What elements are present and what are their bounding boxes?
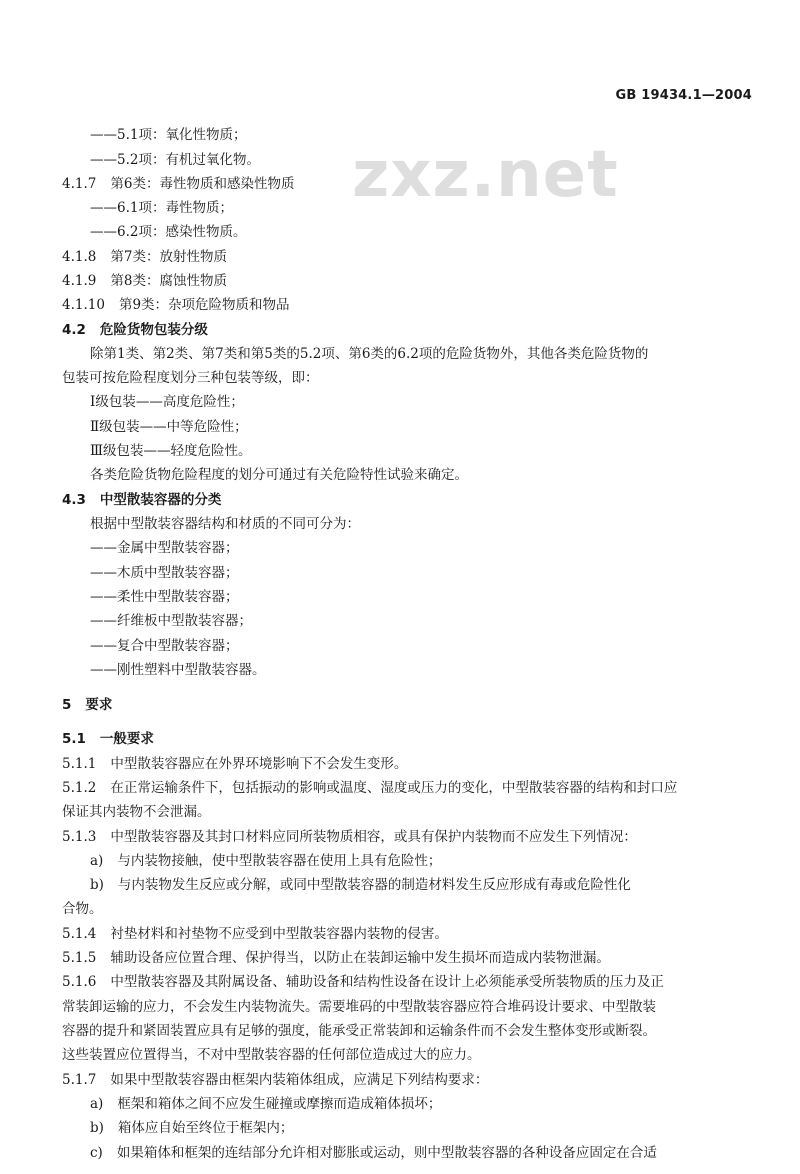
text-line: ——6.1项：毒性物质；	[90, 200, 233, 216]
clause: 5.1.4 衬垫材料和衬垫物不应受到中型散装容器内装物的侵害。	[62, 926, 448, 942]
text-line: Ⅰ级包装——高度危险性；	[90, 394, 244, 410]
clause-number: 5.1.4	[62, 926, 97, 942]
item-marker: b)	[90, 1120, 104, 1136]
text-line: Ⅲ级包装——轻度危险性。	[90, 443, 252, 459]
list-item: c) 如果箱体和框架的连结部分允许相对膨胀或运动，则中型散装容器的各种设备应固定在合适	[90, 1145, 657, 1161]
section-number: 4.3	[62, 492, 86, 508]
section-heading: 5.1 一般要求	[62, 731, 154, 747]
clause-heading: 4.1.9 第8类：腐蚀性物质	[62, 273, 227, 289]
paragraph-line: 包装可按危险程度划分三种包装等级，即：	[62, 370, 319, 386]
item-marker: b)	[90, 877, 104, 893]
section-heading: 4.2 危险货物包装分级	[62, 322, 208, 338]
list-item: ——金属中型散装容器；	[90, 540, 239, 556]
clause: 5.1.2 在正常运输条件下，包括振动的影响或温度、湿度或压力的变化，中型散装容器的结构和封口应	[62, 780, 678, 796]
clause-number: 5.1.2	[62, 780, 97, 796]
text-line: ——5.2项：有机过氧化物。	[90, 152, 260, 168]
clause-number: 5.1.3	[62, 829, 97, 845]
standard-number: GB 19434.1—2004	[615, 88, 752, 103]
paragraph-line: 常装卸运输的应力，不会发生内装物流失。需要堆码的中型散装容器应符合堆码设计要求、中型散装	[62, 999, 656, 1015]
clause-number: 5.1.7	[62, 1072, 97, 1088]
list-item: ——柔性中型散装容器；	[90, 589, 239, 605]
section-number: 4.2	[62, 322, 86, 338]
text-line: ——5.1项：氧化性物质；	[90, 127, 247, 143]
chapter-heading: 5 要求	[62, 697, 113, 713]
clause: 5.1.3 中型散装容器及其封口材料应同所装物质相容，或具有保护内装物而不应发生下列情况：	[62, 829, 637, 845]
clause-heading: 4.1.7 第6类：毒性物质和感染性物质	[62, 176, 295, 192]
text-line: ——6.2项：感染性物质。	[90, 224, 247, 240]
paragraph-line: 根据中型散装容器结构和材质的不同可分为：	[90, 516, 360, 532]
clause-heading: 4.1.8 第7类：放射性物质	[62, 249, 227, 265]
clause-heading: 4.1.10 第9类：杂项危险物质和物品	[62, 297, 290, 313]
text-line: Ⅱ级包装——中等危险性；	[90, 419, 248, 435]
paragraph-line: 保证其内装物不会泄漏。	[62, 804, 211, 820]
clause-number: 5.1.6	[62, 974, 97, 990]
list-item: ——纤维板中型散装容器；	[90, 613, 252, 629]
item-marker: c)	[90, 1145, 103, 1161]
item-marker: a)	[90, 1096, 104, 1112]
clause: 5.1.1 中型散装容器应在外界环境影响下不会发生变形。	[62, 756, 408, 772]
clause: 5.1.5 辅助设备应位置合理、保护得当，以防止在装卸运输中发生损坏而造成内装物泄漏。	[62, 950, 610, 966]
list-item: b) 与内装物发生反应或分解，或同中型散装容器的制造材料发生反应形成有毒或危险性化	[90, 877, 631, 893]
chapter-number: 5	[62, 697, 72, 713]
clause-number: 4.1.10	[62, 297, 105, 313]
section-number: 5.1	[62, 731, 86, 747]
paragraph-line: 除第1类、第2类、第7类和第5类的5.2项、第6类的6.2项的危险货物外，其他各类危险货物的	[90, 346, 649, 362]
list-item: a) 与内装物接触，使中型散装容器在使用上具有危险性；	[90, 853, 442, 869]
clause: 5.1.6 中型散装容器及其附属设备、辅助设备和结构性设备在设计上必须能承受所装物质的压力及正	[62, 974, 664, 990]
section-heading: 4.3 中型散装容器的分类	[62, 492, 222, 508]
paragraph-line: 各类危险货物危险程度的划分可通过有关危险特性试验来确定。	[90, 467, 468, 483]
paragraph-line: 容器的提升和紧固装置应具有足够的强度，能承受正常装卸和运输条件而不会发生整体变形或断裂。	[62, 1023, 656, 1039]
clause-number: 4.1.8	[62, 249, 97, 265]
list-item: ——刚性塑料中型散装容器。	[90, 662, 266, 678]
watermark: zxz.net	[352, 138, 619, 212]
clause-number: 5.1.5	[62, 950, 97, 966]
list-item: a) 框架和箱体之间不应发生碰撞或摩擦而造成箱体损坏；	[90, 1096, 442, 1112]
list-item: ——复合中型散装容器；	[90, 638, 239, 654]
clause-number: 4.1.7	[62, 176, 97, 192]
list-item: ——木质中型散装容器；	[90, 565, 239, 581]
item-marker: a)	[90, 853, 104, 869]
list-item: b) 箱体应自始至终位于框架内；	[90, 1120, 294, 1136]
paragraph-line: 这些装置应位置得当，不对中型散装容器的任何部位造成过大的应力。	[62, 1047, 481, 1063]
clause-number: 5.1.1	[62, 756, 97, 772]
paragraph-line: 合物。	[62, 901, 103, 917]
clause: 5.1.7 如果中型散装容器由框架内装箱体组成，应满足下列结构要求：	[62, 1072, 489, 1088]
clause-number: 4.1.9	[62, 273, 97, 289]
